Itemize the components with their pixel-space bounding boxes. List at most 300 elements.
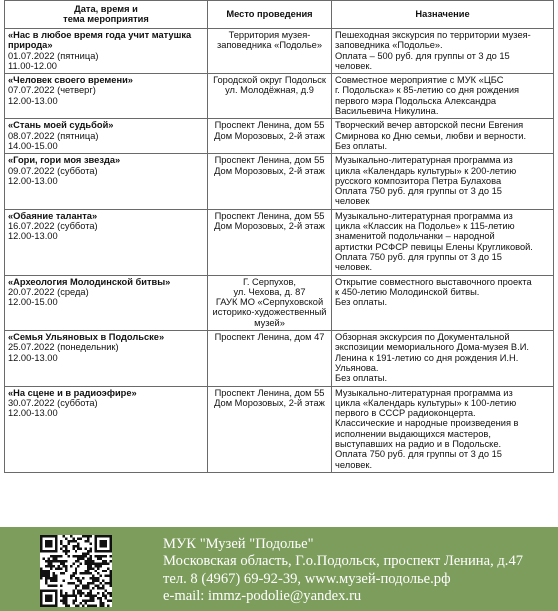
qr-module	[95, 535, 97, 537]
qr-module	[90, 605, 92, 607]
qr-module	[40, 592, 42, 594]
place-cell	[208, 119, 332, 154]
qr-module	[87, 595, 89, 597]
qr-module	[55, 592, 57, 594]
qr-module	[87, 605, 89, 607]
qr-module	[42, 590, 44, 592]
purpose-line: Музыкально-литературная программа из	[335, 210, 513, 221]
purpose-line: цикла «Календарь культуры» к 100-летию	[335, 397, 517, 408]
qr-module	[90, 535, 92, 537]
qr-module	[90, 547, 92, 549]
qr-module	[90, 562, 92, 564]
qr-module	[60, 572, 62, 574]
qr-module	[87, 587, 89, 589]
qr-module	[82, 572, 84, 574]
qr-module	[77, 542, 79, 544]
purpose-line: Творческий вечер авторской песни Евгения	[335, 120, 524, 131]
place-cell	[208, 209, 332, 275]
place-line: Проспект Ленина, дом 55	[214, 155, 325, 166]
qr-module	[45, 560, 47, 562]
purpose-line: Музыкально-литературная программа из	[335, 387, 513, 398]
qr-module	[77, 605, 79, 607]
purpose-line: Васильевича Никулина.	[335, 106, 439, 117]
qr-module	[52, 575, 54, 577]
qr-module	[45, 540, 47, 542]
qr-module	[87, 560, 89, 562]
qr-module	[102, 605, 104, 607]
qr-module	[55, 542, 57, 544]
qr-module	[52, 565, 54, 567]
qr-module	[65, 560, 67, 562]
qr-module	[85, 555, 87, 557]
qr-module	[90, 595, 92, 597]
place-line: Г. Серпухов,	[242, 276, 297, 287]
qr-module	[102, 580, 104, 582]
purpose-line: Оплата 750 руб. для группы от 3 до 15	[335, 186, 502, 197]
event-cell	[5, 74, 208, 119]
qr-module	[40, 540, 42, 542]
qr-module	[62, 550, 64, 552]
qr-module	[87, 565, 89, 567]
qr-module	[90, 590, 92, 592]
qr-module	[102, 570, 104, 572]
qr-module	[82, 577, 84, 579]
qr-module	[82, 592, 84, 594]
qr-module	[45, 605, 47, 607]
qr-module	[45, 572, 47, 574]
place-line: ул. Чехова, д. 87	[233, 286, 306, 297]
qr-module	[110, 575, 112, 577]
table-row	[5, 74, 554, 119]
qr-module	[105, 542, 107, 544]
place-line: заповедника «Подолье»	[216, 40, 323, 51]
qr-module	[55, 577, 57, 579]
qr-module	[40, 537, 42, 539]
qr-module	[107, 592, 109, 594]
qr-module	[95, 580, 97, 582]
place-cell	[208, 331, 332, 386]
qr-module	[47, 540, 49, 542]
qr-module	[47, 575, 49, 577]
qr-module	[102, 540, 104, 542]
footer-org-name: МУК "Музей "Подолье"	[163, 536, 314, 552]
qr-module	[57, 555, 59, 557]
header-date-topic	[5, 1, 208, 29]
qr-module	[107, 535, 109, 537]
header-place: Место проведения	[208, 1, 332, 29]
qr-module	[97, 592, 99, 594]
qr-module	[105, 597, 107, 599]
qr-module	[42, 570, 44, 572]
event-title: «Обаяние таланта»	[8, 210, 98, 221]
qr-module	[95, 562, 97, 564]
qr-module	[95, 545, 97, 547]
table-row	[5, 275, 554, 330]
purpose-line: Классические и народные произведения в	[335, 418, 519, 429]
event-cell	[5, 29, 208, 74]
purpose-line: Без оплаты.	[335, 140, 388, 151]
qr-module	[97, 597, 99, 599]
qr-module	[92, 595, 94, 597]
qr-module	[40, 605, 42, 607]
qr-module	[65, 570, 67, 572]
qr-module	[95, 570, 97, 572]
qr-code-icon[interactable]	[40, 535, 112, 607]
purpose-line: цикла «Календарь культуры» к 200-летию	[335, 165, 517, 176]
qr-module	[85, 535, 87, 537]
qr-module	[82, 535, 84, 537]
qr-module	[40, 575, 42, 577]
qr-module	[102, 602, 104, 604]
event-date: 07.07.2022 (четверг)	[8, 85, 96, 96]
qr-module	[72, 547, 74, 549]
table-row	[5, 386, 554, 472]
qr-module	[65, 547, 67, 549]
place-cell	[208, 386, 332, 472]
qr-module	[47, 557, 49, 559]
qr-module	[75, 600, 77, 602]
qr-module	[45, 600, 47, 602]
purpose-line: Ульянова.	[335, 362, 379, 373]
qr-module	[107, 562, 109, 564]
qr-module	[72, 595, 74, 597]
qr-module	[47, 600, 49, 602]
qr-module	[87, 535, 89, 537]
qr-module	[110, 577, 112, 579]
qr-module	[90, 542, 92, 544]
qr-module	[67, 582, 69, 584]
place-line: Дом Морозовых, 2-й этаж	[214, 397, 325, 408]
qr-module	[47, 565, 49, 567]
purpose-line: человек	[335, 196, 370, 207]
qr-module	[110, 570, 112, 572]
qr-module	[100, 600, 102, 602]
place-line: музей»	[254, 317, 285, 328]
qr-module	[82, 585, 84, 587]
qr-module	[45, 590, 47, 592]
qr-module	[50, 565, 52, 567]
purpose-cell	[332, 154, 554, 209]
qr-module	[60, 585, 62, 587]
purpose-line: первого мэра Подольска Александра	[335, 95, 497, 106]
qr-module	[47, 585, 49, 587]
event-date: 16.07.2022 (суббота)	[8, 221, 98, 232]
qr-module	[107, 582, 109, 584]
qr-module	[45, 577, 47, 579]
qr-module	[100, 550, 102, 552]
purpose-line: первого в СССР радиоконцерта.	[335, 408, 476, 419]
qr-module	[105, 570, 107, 572]
qr-module	[90, 582, 92, 584]
qr-module	[95, 585, 97, 587]
qr-module	[52, 550, 54, 552]
qr-module	[90, 565, 92, 567]
qr-module	[72, 592, 74, 594]
qr-module	[92, 582, 94, 584]
qr-module	[60, 555, 62, 557]
qr-module	[70, 595, 72, 597]
qr-module	[97, 562, 99, 564]
qr-module	[102, 562, 104, 564]
qr-module	[110, 540, 112, 542]
qr-module	[110, 582, 112, 584]
qr-module	[82, 555, 84, 557]
qr-module	[90, 572, 92, 574]
qr-module	[77, 545, 79, 547]
qr-module	[110, 547, 112, 549]
qr-module	[60, 542, 62, 544]
qr-module	[105, 582, 107, 584]
qr-module	[62, 565, 64, 567]
qr-module	[87, 562, 89, 564]
qr-module	[105, 545, 107, 547]
footer-banner	[0, 527, 558, 611]
qr-module	[60, 562, 62, 564]
qr-module	[40, 550, 42, 552]
qr-module	[57, 560, 59, 562]
purpose-line: Музыкально-литературная программа из	[335, 155, 513, 166]
purpose-line: Обзорная экскурсия по Документальной	[335, 332, 510, 343]
qr-module	[55, 590, 57, 592]
qr-module	[40, 602, 42, 604]
qr-module	[100, 582, 102, 584]
purpose-line: Оплата 750 руб. для группы от 3 до 15	[335, 251, 502, 262]
qr-module	[72, 555, 74, 557]
event-title: «Археология Молодинской битвы»	[8, 276, 171, 287]
header-date-line1: Дата, время и	[74, 3, 138, 14]
qr-module	[65, 552, 67, 554]
qr-module	[70, 575, 72, 577]
qr-module	[87, 572, 89, 574]
qr-module	[60, 547, 62, 549]
qr-module	[50, 535, 52, 537]
qr-module	[65, 537, 67, 539]
place-cell	[208, 154, 332, 209]
qr-module	[45, 565, 47, 567]
purpose-cell	[332, 275, 554, 330]
event-time: 12.00-13.00	[8, 231, 58, 242]
event-date: 08.07.2022 (пятница)	[8, 130, 99, 141]
qr-module	[80, 562, 82, 564]
qr-module	[72, 540, 74, 542]
qr-module	[85, 560, 87, 562]
qr-module	[90, 577, 92, 579]
qr-module	[75, 587, 77, 589]
qr-module	[95, 540, 97, 542]
qr-module	[100, 602, 102, 604]
purpose-line: человек.	[335, 459, 373, 470]
qr-module	[85, 552, 87, 554]
purpose-cell	[332, 209, 554, 275]
qr-module	[87, 585, 89, 587]
qr-module	[87, 592, 89, 594]
qr-module	[75, 595, 77, 597]
table-row	[5, 209, 554, 275]
event-date: 20.07.2022 (среда)	[8, 286, 89, 297]
qr-module	[47, 595, 49, 597]
qr-module	[45, 595, 47, 597]
qr-module	[87, 557, 89, 559]
qr-module	[62, 595, 64, 597]
qr-module	[77, 590, 79, 592]
qr-module	[65, 597, 67, 599]
event-title: «На сцене и в радиоэфире»	[8, 387, 137, 398]
event-time: 12.00-15.00	[8, 297, 58, 308]
qr-module	[80, 557, 82, 559]
qr-module	[40, 600, 42, 602]
qr-module	[55, 580, 57, 582]
qr-module	[62, 562, 64, 564]
qr-module	[47, 577, 49, 579]
qr-module	[87, 567, 89, 569]
qr-module	[92, 560, 94, 562]
place-line: ул. Молодёжная, д.9	[225, 85, 314, 96]
qr-module	[40, 597, 42, 599]
qr-module	[100, 557, 102, 559]
event-time: 14.00-15.00	[8, 140, 58, 151]
qr-module	[42, 535, 44, 537]
qr-module	[90, 550, 92, 552]
place-line: Городской округ Подольск	[213, 75, 326, 86]
qr-module	[95, 547, 97, 549]
qr-module	[42, 575, 44, 577]
qr-module	[110, 595, 112, 597]
qr-module	[92, 587, 94, 589]
qr-module	[90, 555, 92, 557]
qr-module	[85, 602, 87, 604]
purpose-cell	[332, 386, 554, 472]
event-cell	[5, 275, 208, 330]
qr-module	[40, 535, 42, 537]
qr-module	[87, 600, 89, 602]
purpose-line: русского композитора Петра Булахова	[335, 175, 502, 186]
qr-module	[45, 545, 47, 547]
purpose-cell	[332, 119, 554, 154]
qr-module	[75, 560, 77, 562]
purpose-line: г. Подольска» к 85-летию со дня рождения	[335, 85, 520, 96]
qr-module	[85, 587, 87, 589]
qr-module	[50, 567, 52, 569]
qr-module	[72, 572, 74, 574]
qr-module	[50, 540, 52, 542]
qr-module	[55, 550, 57, 552]
qr-module	[90, 557, 92, 559]
qr-module	[67, 605, 69, 607]
purpose-cell	[332, 74, 554, 119]
qr-module	[55, 597, 57, 599]
footer-phone-website[interactable]: тел. 8 (4967) 69-92-39, www.музей-подолье.рф	[163, 570, 451, 587]
qr-module	[110, 545, 112, 547]
qr-module	[97, 535, 99, 537]
purpose-line: Без оплаты.	[335, 373, 388, 384]
qr-module	[65, 592, 67, 594]
event-date: 09.07.2022 (суббота)	[8, 165, 98, 176]
qr-module	[77, 547, 79, 549]
purpose-line: Пешеходная экскурсия по территории музея-	[335, 30, 531, 40]
qr-module	[80, 555, 82, 557]
qr-module	[45, 550, 47, 552]
qr-module	[105, 560, 107, 562]
qr-module	[95, 537, 97, 539]
purpose-line: человек.	[335, 262, 373, 273]
qr-module	[77, 577, 79, 579]
place-line: Проспект Ленина, дом 47	[214, 332, 325, 343]
qr-module	[80, 537, 82, 539]
event-cell	[5, 331, 208, 386]
qr-module	[47, 605, 49, 607]
qr-module	[60, 560, 62, 562]
qr-module	[90, 592, 92, 594]
qr-module	[55, 602, 57, 604]
event-title: «Человек своего времени»	[8, 75, 133, 86]
qr-module	[52, 585, 54, 587]
qr-module	[72, 582, 74, 584]
qr-module	[80, 595, 82, 597]
event-title: «Нас в любое время года учит матушка природа»	[8, 30, 192, 51]
event-title: «Гори, гори моя звезда»	[8, 155, 121, 166]
qr-module	[75, 545, 77, 547]
qr-module	[82, 587, 84, 589]
purpose-line: Открытие совместного выставочного проекта	[335, 276, 532, 287]
qr-module	[50, 562, 52, 564]
qr-module	[102, 585, 104, 587]
qr-module	[92, 597, 94, 599]
qr-module	[82, 600, 84, 602]
qr-module	[92, 600, 94, 602]
qr-module	[107, 575, 109, 577]
qr-module	[100, 597, 102, 599]
purpose-line: исполнении выдающихся мастеров,	[335, 428, 491, 439]
qr-module	[55, 537, 57, 539]
qr-module	[87, 540, 89, 542]
qr-module	[47, 542, 49, 544]
purpose-line: Без оплаты.	[335, 297, 388, 308]
qr-module	[47, 562, 49, 564]
qr-module	[65, 550, 67, 552]
qr-module	[60, 600, 62, 602]
qr-module	[82, 605, 84, 607]
qr-module	[102, 595, 104, 597]
event-cell	[5, 119, 208, 154]
qr-module	[110, 555, 112, 557]
qr-module	[60, 590, 62, 592]
qr-module	[65, 602, 67, 604]
qr-module	[70, 582, 72, 584]
footer-contacts	[163, 536, 523, 605]
header-purpose: Назначение	[332, 1, 554, 29]
qr-module	[50, 577, 52, 579]
footer-email[interactable]: e-mail: immz-podolie@yandex.ru	[163, 587, 362, 604]
qr-module	[97, 550, 99, 552]
qr-module	[102, 550, 104, 552]
event-title: «Стань моей судьбой»	[8, 120, 114, 131]
qr-module	[72, 600, 74, 602]
qr-module	[90, 597, 92, 599]
qr-module	[40, 547, 42, 549]
qr-module	[77, 560, 79, 562]
purpose-line: Смирнова ко Дню семьи, любви и верности.	[335, 130, 527, 141]
qr-module	[95, 565, 97, 567]
qr-module	[100, 540, 102, 542]
event-time: 12.00-13.00	[8, 95, 58, 106]
qr-module	[110, 580, 112, 582]
qr-module	[92, 575, 94, 577]
qr-module	[97, 585, 99, 587]
qr-module	[45, 535, 47, 537]
qr-module	[42, 572, 44, 574]
qr-module	[62, 572, 64, 574]
qr-module	[92, 567, 94, 569]
